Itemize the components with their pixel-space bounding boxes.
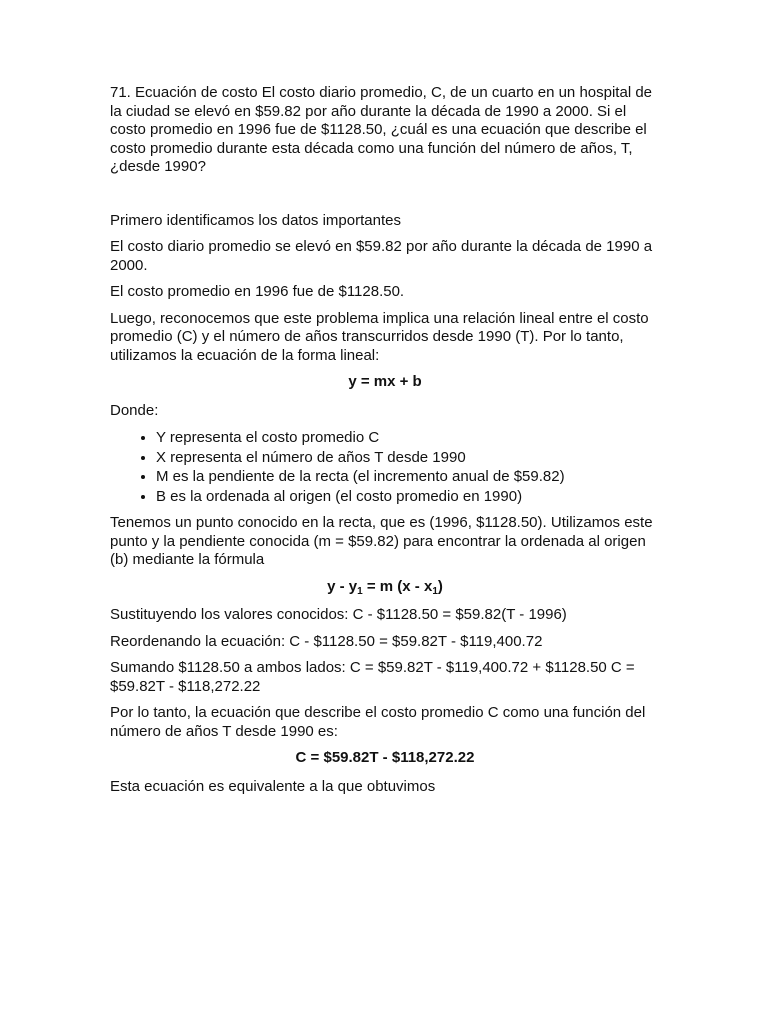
known-point-paragraph: Tenemos un punto conocido en la recta, que es (1996, $1128.50). Utilizamos este punto y la pendiente conocida (m = $59.82) para encontrar la ordenada al origen (b) mediante la fórmula bbox=[110, 514, 653, 568]
subscript-one: 1 bbox=[357, 585, 363, 597]
where-label: Donde: bbox=[110, 401, 159, 419]
step-substitute: Sustituyendo los valores conocidos: C - $1128.50 = $59.82(T - 1996) bbox=[110, 606, 567, 623]
point-slope-equation bbox=[110, 578, 660, 597]
list-item: • B es la ordenada al origen (el costo promedio en 1990) bbox=[156, 487, 660, 507]
conclusion-paragraph: Por lo tanto, la ecuación que describe el costo promedio C como una función del número de años T desde 1990 es: bbox=[110, 704, 646, 740]
linear-relation-paragraph: Luego, reconocemos que este problema implica una relación lineal entre el costo promedio (C) y el número de años transcurridos desde 1990 (T). Por lo tanto, utilizamos la ecuación de la forma lineal: bbox=[110, 309, 649, 364]
problem-statement: 71. Ecuación de costo El costo diario promedio, C, de un cuarto en un hospital de la ciudad se elevó en $59.82 por año durante la década de 1990 a 2000. Si el costo promedio en 1996 fue de $1128.50, ¿cuál es una ecuación que describe el costo promedio durante esta década como una función del número de años, T, ¿desde 1990? bbox=[110, 84, 652, 175]
linear-form-equation: y = mx + b bbox=[348, 373, 422, 390]
point-slope-end: ) bbox=[437, 577, 443, 595]
fact-1996-cost: El costo promedio en 1996 fue de $1128.50. bbox=[110, 283, 405, 300]
point-slope-lhs: y - y bbox=[327, 577, 358, 595]
variable-definitions-list bbox=[110, 428, 660, 506]
final-equation: C = $59.82T - $118,272.22 bbox=[295, 749, 475, 766]
point-slope-middle: = m (x - x bbox=[362, 577, 433, 595]
fact-daily-increase: El costo diario promedio se elevó en $59.82 por año durante la década de 1990 a 2000. bbox=[110, 238, 653, 274]
list-item: • Y representa el costo promedio C bbox=[156, 428, 660, 448]
list-item: • M es la pendiente de la recta (el incremento anual de $59.82) bbox=[156, 467, 660, 487]
step-rearrange: Reordenando la ecuación: C - $1128.50 = $59.82T - $119,400.72 bbox=[110, 632, 543, 650]
step-add: Sumando $1128.50 a ambos lados: C = $59.82T - $119,400.72 + $1128.50 C = $59.82T - $118,272.22 bbox=[110, 659, 635, 695]
subscript-one: 1 bbox=[432, 585, 438, 597]
list-item: • X representa el número de años T desde 1990 bbox=[156, 448, 660, 468]
closing-remark: Esta ecuación es equivalente a la que obtuvimos bbox=[110, 777, 436, 795]
solution-intro: Primero identificamos los datos importantes bbox=[110, 211, 401, 229]
document-page bbox=[110, 84, 660, 804]
